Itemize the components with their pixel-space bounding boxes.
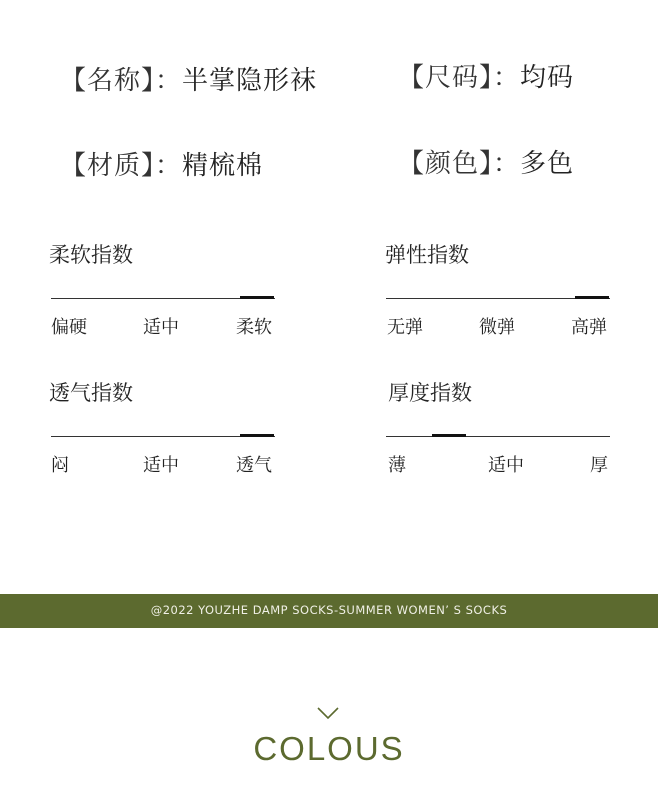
breathability-index-title: 透气指数 xyxy=(49,381,133,405)
softness-index-title: 柔软指数 xyxy=(49,243,133,267)
copyright-band xyxy=(0,594,658,628)
spec-value: 均码 xyxy=(520,63,575,93)
softness-label-low: 偏硬 xyxy=(51,317,87,338)
chevron-down-icon xyxy=(315,704,341,722)
breathability-label-mid: 适中 xyxy=(143,455,179,476)
spec-key: 【名称】： xyxy=(60,66,183,96)
spec-size xyxy=(398,57,574,94)
elasticity-label-mid: 微弹 xyxy=(479,317,515,338)
elasticity-index-title: 弹性指数 xyxy=(385,243,469,267)
elasticity-index-marker xyxy=(575,296,609,299)
spec-material xyxy=(60,145,263,182)
spec-name xyxy=(60,60,317,97)
softness-label-high: 柔软 xyxy=(236,317,272,338)
thickness-index-track xyxy=(386,436,610,437)
spec-key: 【颜色】： xyxy=(398,149,521,179)
spec-value: 多色 xyxy=(520,149,575,179)
thickness-label-low: 薄 xyxy=(388,455,406,476)
thickness-label-mid: 适中 xyxy=(488,455,524,476)
spec-key: 【材质】： xyxy=(60,151,183,181)
thickness-label-high: 厚 xyxy=(590,455,608,476)
spec-value: 精梳棉 xyxy=(182,151,264,181)
breathability-index-marker xyxy=(240,434,274,437)
thickness-index-title: 厚度指数 xyxy=(388,381,472,405)
breathability-label-high: 透气 xyxy=(236,455,272,476)
spec-key: 【尺码】： xyxy=(398,63,521,93)
spec-color xyxy=(398,143,574,180)
breathability-label-low: 闷 xyxy=(51,455,69,476)
softness-label-mid: 适中 xyxy=(143,317,179,338)
colours-section-title: COLOUS xyxy=(253,730,405,767)
softness-index-marker xyxy=(240,296,274,299)
copyright-text: @2022 YOUZHE DAMP SOCKS-SUMMER WOMEN’ S SOCKS xyxy=(150,603,508,617)
spec-value: 半掌隐形袜 xyxy=(182,66,318,96)
elasticity-label-high: 高弹 xyxy=(571,317,607,338)
elasticity-label-low: 无弹 xyxy=(387,317,423,338)
thickness-index-marker xyxy=(432,434,466,437)
